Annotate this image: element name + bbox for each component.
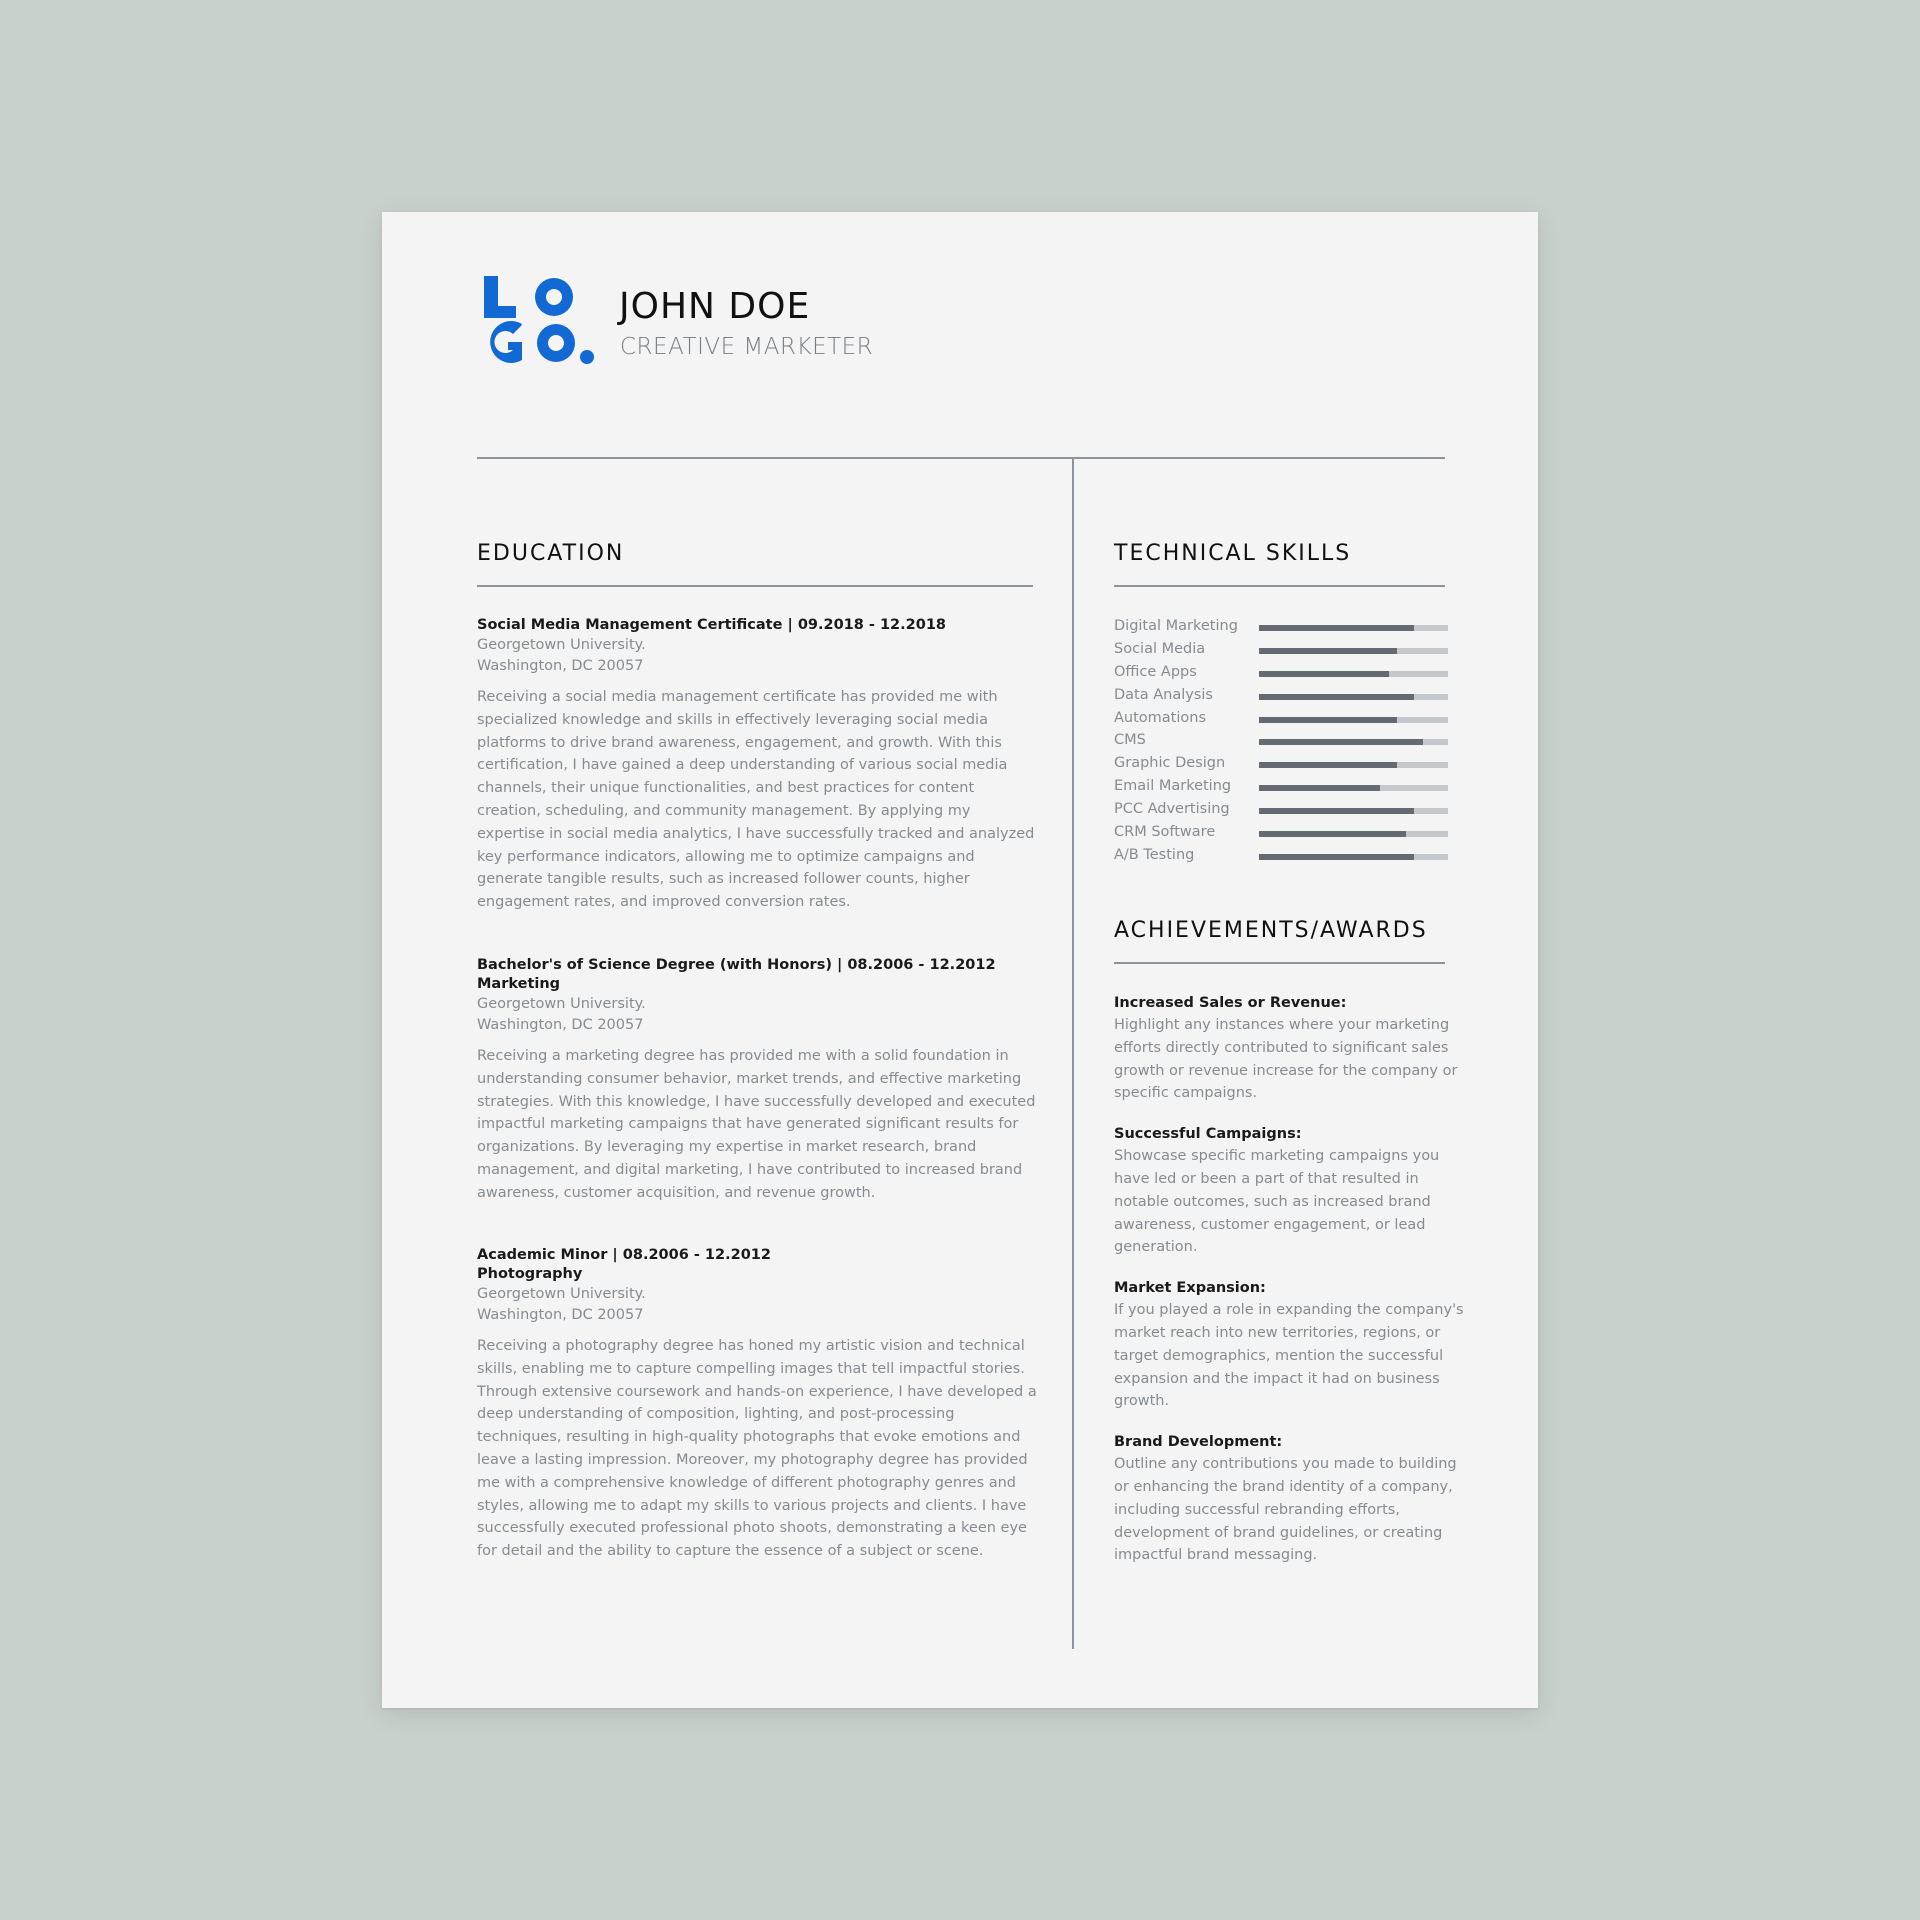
logo	[482, 272, 602, 372]
entry-location: Washington, DC 20057	[477, 1307, 644, 1323]
skill-label: A/B Testing	[1114, 846, 1195, 863]
achievements-list	[1114, 992, 1464, 1585]
skill-label: Office Apps	[1114, 663, 1197, 680]
entry-description: Receiving a social media management certificate has provided me with specialized knowledge and skills in effectively leveraging social media platforms to drive brand awareness, engagement, and growth. With this certification, I have gained a deep understanding of various social media channels, their unique functionalities, and best practices for content creation, scheduling, and community management. By applying my expertise in social media analytics, I have successfully tracked and analyzed key performance indicators, allowing me to optimize campaigns and generate tangible results, such as increased follower counts, higher engagement rates, and improved conversion rates.	[477, 689, 1035, 911]
entry-subtitle: Photography	[477, 1266, 583, 1282]
skill-bar-fill	[1259, 831, 1406, 837]
skill-bar-fill	[1259, 854, 1414, 860]
skill-label: PCC Advertising	[1114, 801, 1230, 818]
skill-row	[1114, 753, 1450, 776]
achievement-description: Highlight any instances where your marketing efforts directly contributed to significant sales growth or revenue increase for the company or specific campaigns.	[1114, 1017, 1458, 1102]
skill-row	[1114, 730, 1450, 753]
education-heading: EDUCATION	[477, 541, 625, 566]
skill-bar	[1259, 717, 1448, 723]
achievement-item	[1114, 1123, 1464, 1259]
education-rule	[477, 585, 1033, 587]
skill-label: Email Marketing	[1114, 778, 1232, 795]
candidate-name: JOHN DOE	[619, 286, 811, 327]
skill-row	[1114, 776, 1450, 799]
skill-bar	[1259, 762, 1448, 768]
achievement-title: Successful Campaigns:	[1114, 1126, 1302, 1143]
skill-row	[1114, 639, 1450, 662]
column-divider	[1072, 457, 1074, 1649]
skill-label: Social Media	[1114, 640, 1206, 657]
entry-school: Georgetown University.	[477, 637, 646, 653]
achievement-item	[1114, 1277, 1464, 1413]
skill-bar	[1259, 694, 1448, 700]
education-entry	[477, 956, 1037, 1205]
candidate-role: CREATIVE MARKETER	[620, 334, 874, 360]
skill-bar	[1259, 625, 1448, 631]
entry-school: Georgetown University.	[477, 996, 646, 1012]
skill-row	[1114, 822, 1450, 845]
skill-bar	[1259, 808, 1448, 814]
entry-title: Academic Minor | 08.2006 - 12.2012	[477, 1247, 771, 1263]
entry-description: Receiving a photography degree has honed my artistic vision and technical skills, enabling me to capture compelling images that tell impactful stories. Through extensive coursework and hands-on experience, I have developed a deep understanding of composition, lighting, and post-processing techniques, resulting in high-quality photographs that evoke emotions and leave a lasting impression. Moreover, my photography degree has provided me with a comprehensive knowledge of different photography genres and styles, allowing me to adapt my skills to various projects and clients. I have successfully executed professional photo shoots, demonstrating a keen eye for detail and the ability to capture the essence of a subject or scene.	[477, 1338, 1037, 1560]
achievement-title: Market Expansion:	[1114, 1280, 1266, 1297]
entry-title: Bachelor's of Science Degree (with Honors) | 08.2006 - 12.2012	[477, 957, 996, 973]
achievement-description: Outline any contributions you made to building or enhancing the brand identity of a company, including successful rebranding efforts, development of brand guidelines, or creating impactful brand messaging.	[1114, 1456, 1457, 1564]
skill-label: Automations	[1114, 709, 1207, 726]
achievement-title: Brand Development:	[1114, 1434, 1283, 1451]
skill-row	[1114, 616, 1450, 639]
skills-heading: TECHNICAL SKILLS	[1114, 541, 1352, 566]
entry-subtitle: Marketing	[477, 976, 561, 992]
skill-bar-fill	[1259, 625, 1414, 631]
entry-school: Georgetown University.	[477, 1286, 646, 1302]
entry-description: Receiving a marketing degree has provided me with a solid foundation in understanding consumer behavior, market trends, and effective marketing strategies. With this knowledge, I have successfully developed and executed impactful marketing campaigns that have generated significant results for organizations. By leveraging my expertise in market research, brand management, and digital marketing, I have contributed to increased brand awareness, customer acquisition, and revenue growth.	[477, 1048, 1036, 1201]
skill-bar-fill	[1259, 808, 1414, 814]
skill-bar-fill	[1259, 785, 1380, 791]
education-entry	[477, 1246, 1037, 1563]
skills-list	[1114, 616, 1450, 868]
skill-bar-fill	[1259, 717, 1397, 723]
skill-row	[1114, 685, 1450, 708]
skill-bar	[1259, 785, 1448, 791]
skill-label: Data Analysis	[1114, 686, 1213, 703]
skill-label: CRM Software	[1114, 824, 1216, 841]
entry-location: Washington, DC 20057	[477, 658, 644, 674]
skill-row	[1114, 845, 1450, 868]
skill-bar-fill	[1259, 739, 1423, 745]
skill-label: CMS	[1114, 732, 1146, 749]
achievement-title: Increased Sales or Revenue:	[1114, 995, 1347, 1011]
skill-bar	[1259, 648, 1448, 654]
skill-bar	[1259, 671, 1448, 677]
achievements-rule	[1114, 962, 1445, 964]
skill-label: Graphic Design	[1114, 755, 1226, 772]
achievement-description: Showcase specific marketing campaigns you have led or been a part of that resulted in notable outcomes, such as increased brand awareness, customer engagement, or lead generation.	[1114, 1148, 1440, 1256]
skill-row	[1114, 662, 1450, 685]
skills-rule	[1114, 585, 1445, 587]
achievements-heading: ACHIEVEMENTS/AWARDS	[1114, 918, 1428, 943]
header-divider	[477, 457, 1445, 459]
skill-row	[1114, 708, 1450, 731]
skill-bar	[1259, 831, 1448, 837]
skill-bar	[1259, 854, 1448, 860]
skill-label: Digital Marketing	[1114, 618, 1238, 634]
achievement-item	[1114, 1431, 1464, 1567]
skill-bar	[1259, 739, 1448, 745]
skill-bar-fill	[1259, 648, 1397, 654]
skill-row	[1114, 799, 1450, 822]
entry-location: Washington, DC 20057	[477, 1017, 644, 1033]
skill-bar-fill	[1259, 762, 1397, 768]
education-entry	[477, 616, 1037, 914]
achievement-description: If you played a role in expanding the company's market reach into new territories, regions, or target demographics, mention the successful expansion and the impact it had on business growth.	[1114, 1302, 1464, 1410]
entry-title: Social Media Management Certificate | 09.2018 - 12.2018	[477, 617, 947, 633]
skill-bar-fill	[1259, 671, 1389, 677]
achievement-item	[1114, 992, 1464, 1105]
logo-mark	[482, 272, 602, 372]
skill-bar-fill	[1259, 694, 1414, 700]
